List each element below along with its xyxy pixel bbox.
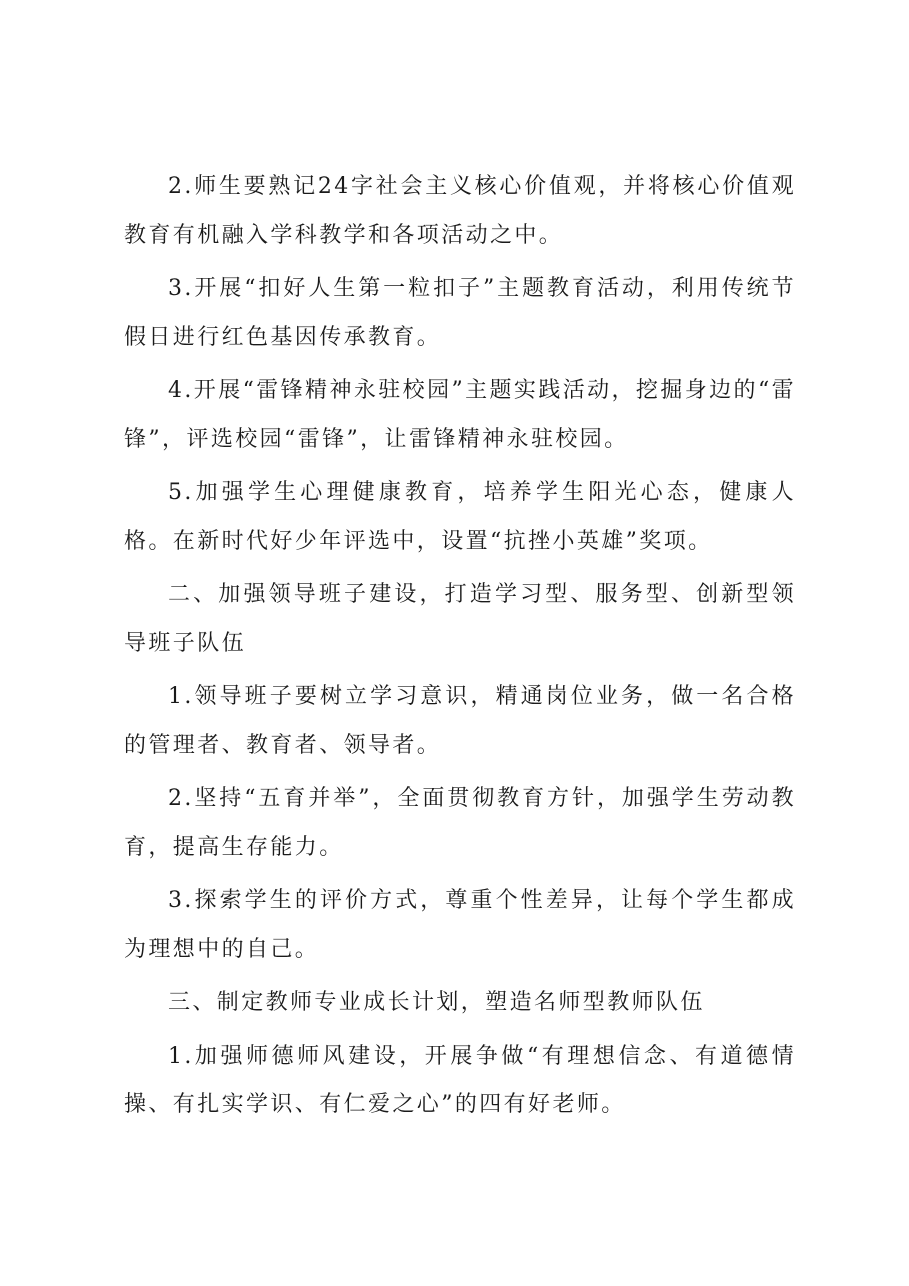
paragraph-item-3-evaluation: 3.探索学生的评价方式，尊重个性差异，让每个学生都成为理想中的自己。	[124, 888, 796, 962]
paragraph-item-5-mental-health: 5.加强学生心理健康教育，培养学生阳光心态，健康人格。在新时代好少年评选中，设置“抗挫小英雄”奖项。	[124, 480, 796, 554]
paragraph-item-1-teacher-ethics: 1.加强师德师风建设，开展争做“有理想信念、有道德情操、有扎实学识、有仁爱之心”的四有好老师。	[124, 1043, 796, 1117]
paragraph-item-2-five-educations: 2.坚持“五育并举”，全面贯彻教育方针，加强学生劳动教育，提高生存能力。	[124, 786, 796, 860]
paragraph-item-3-first-button: 3.开展“扣好人生第一粒扣子”主题教育活动，利用传统节假日进行红色基因传承教育。	[124, 276, 796, 350]
paragraph-item-4-leifeng-spirit: 4.开展“雷锋精神永驻校园”主题实践活动，挖掘身边的“雷锋”，评选校园“雷锋”，让雷锋精神永驻校园。	[124, 378, 796, 452]
paragraph-item-2-core-values: 2.师生要熟记24字社会主义核心价值观，并将核心价值观教育有机融入学科教学和各项活动之中。	[124, 174, 796, 248]
paragraph-item-1-learning-awareness: 1.领导班子要树立学习意识，精通岗位业务，做一名合格的管理者、教育者、领导者。	[124, 684, 796, 758]
section-heading-leadership: 二、加强领导班子建设，打造学习型、服务型、创新型领导班子队伍	[124, 582, 796, 656]
document-body	[124, 163, 796, 1135]
section-heading-teacher-growth: 三、制定教师专业成长计划，塑造名师型教师队伍	[168, 990, 705, 1015]
